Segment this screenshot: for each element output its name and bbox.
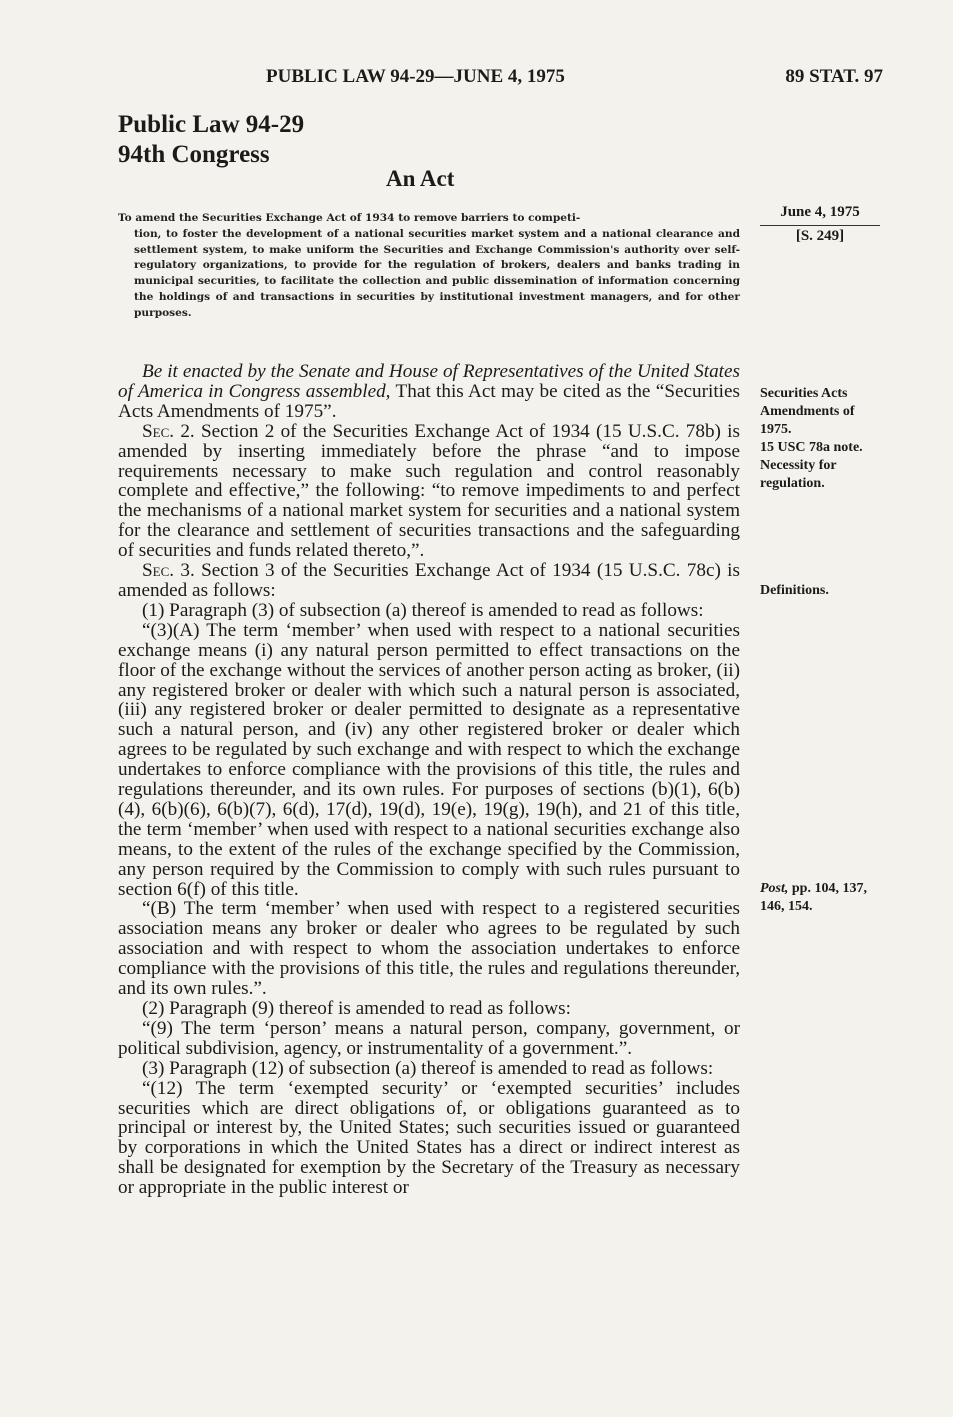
- purpose-clause: [118, 211, 740, 322]
- margin-note-post-pages: [760, 880, 890, 916]
- section-3-text: Section 3 of the Securities Exchange Act of 1934 (15 U.S.C. 78c) is amended as follows:: [118, 560, 740, 601]
- paragraph-12-definition: “(12) The term ‘exempted security’ or ‘exempted securities’ includes securities which are direct obligations of, or obligations guaranteed as to principal or interest by, the United States; such securities issued or guaranteed by corporations in which the United States has a direct or indirect interest as shall be designated for exemption by the Secretary of the Treasury as necessary or appropriate in the public interest or: [118, 1077, 740, 1199]
- stat-page-number: 89 STAT. 97: [785, 66, 883, 87]
- margin-note-post: Post,: [760, 881, 789, 896]
- enacting-rest: That this Act may be cited as the “Securities Acts Amendments of 1975”.: [118, 380, 740, 422]
- section-2: [118, 422, 740, 561]
- paragraph-2: (2) Paragraph (9) thereof is amended to read as follows:: [142, 998, 571, 1019]
- paragraph-3: (3) Paragraph (12) of subsection (a) thereof is amended to read as follows:: [142, 1057, 714, 1079]
- margin-note-line: Amendments of: [760, 404, 855, 419]
- margin-note-definitions: Definitions.: [760, 583, 829, 598]
- paragraph-3b-definition: “(B) The term ‘member’ when used with respect to a registered securities association means any broker or dealer who agrees to be regulated by such association and with respect to whom the association undertakes to enforce compliance with the provisions of this title, the rules and regulations thereunder, and its own rules.”.: [118, 898, 740, 1000]
- bill-number: [S. 249]: [795, 228, 845, 244]
- paragraph-3a-definition: “(3)(A) The term ‘member’ when used with respect to a national securities exchange means (i) any natural person permitted to effect transactions on the floor of the exchange without the services of another person acting as broker, (ii) any registered broker or dealer with which such a natural person is associated, (iii) any registered broker or dealer permitted to designate as a representative such a natural person, and (iv) any other registered broker or dealer which agrees to be regulated by such exchange and with respect to which the exchange undertakes to enforce compliance with the provisions of this title, the rules and regulations thereunder, and its own rules. For purposes of sections (b)(1), 6(b)(4), 6(b)(6), 6(b)(7), 6(d), 17(d), 19(d), 19(e), 19(g), 19(h), and 21 of this title, the term ‘member’ when used with respect to a national securities exchange also means, to the extent of the rules of the exchange specified by the Commission, any person required by the Commission to comply with such rules pursuant to section 6(f) of this title.: [118, 619, 740, 900]
- section-3-label: Sec. 3.: [142, 560, 195, 582]
- margin-note-line: Securities Acts: [760, 386, 848, 401]
- paragraph-1: (1) Paragraph (3) of subsection (a) thereof is amended to read as follows:: [142, 599, 704, 621]
- margin-note-pages: pp. 104, 137, 146, 154.: [760, 881, 867, 914]
- act-heading: An Act: [386, 166, 455, 191]
- enacting-italic: Be it enacted by the Senate and House of Representatives of the United States of America in Congress assembled,: [118, 361, 740, 402]
- act-body: [118, 362, 740, 1198]
- page-header: [118, 66, 883, 94]
- margin-note-line: Necessity for: [760, 458, 837, 473]
- running-head: PUBLIC LAW 94-29—JUNE 4, 1975: [266, 66, 565, 87]
- paragraph-9-definition: “(9) The term ‘person’ means a natural person, company, government, or political subdivision, agency, or instrumentality of a government.”.: [118, 1017, 740, 1059]
- purpose-line-rest: tion, to foster the development of a national securities market system and a national clearance and settlement system, to make uniform the Securities and Exchange Commission's authority over self-regulatory organizations, to provide for the regulation of brokers, dealers and banks trading in municipal securities, to facilitate the collection and public dissemination of information concerning the holdings of and transactions in securities by institutional investment managers, and for other purposes.: [134, 227, 740, 319]
- approval-date-note: [760, 204, 880, 245]
- enacting-clause: [118, 362, 740, 422]
- margin-note-line: regulation.: [760, 476, 825, 491]
- law-title: Public Law 94-29: [118, 111, 305, 138]
- approval-date: June 4, 1975: [760, 204, 880, 226]
- margin-note-short-title: [760, 385, 890, 493]
- section-2-label: Sec. 2.: [142, 420, 195, 442]
- purpose-line-first: To amend the Securities Exchange Act of 1934 to remove barriers to competi-: [118, 212, 581, 224]
- section-3: [118, 561, 740, 601]
- margin-note-line: 1975.: [760, 422, 792, 437]
- congress-title: 94th Congress: [118, 141, 270, 168]
- margin-note-line: 15 USC 78a note.: [760, 440, 863, 455]
- section-2-text: Section 2 of the Securities Exchange Act of 1934 (15 U.S.C. 78b) is amended by inserting immediately before the phrase “and to impose requirements necessary to make such regulation and control reasonably complete and effective,” the following: “to remove impediments to and perfect the mechanisms of a national market system for securities and a national system for the clearance and settlement of securities transactions and the safeguarding of securities and funds related thereto,”.: [118, 420, 740, 562]
